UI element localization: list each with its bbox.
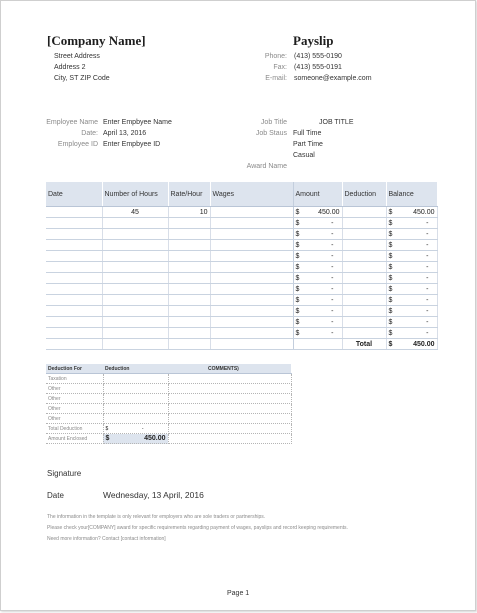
hours-cell[interactable] — [102, 273, 168, 284]
amount-cell[interactable] — [293, 284, 342, 295]
comment-cell[interactable] — [168, 394, 291, 404]
currency-symbol: $ — [295, 329, 300, 337]
email-label: E-mail: — [265, 75, 287, 82]
deduction-row — [46, 374, 291, 384]
deduction-for-label: Other — [46, 404, 103, 414]
hours-cell[interactable] — [102, 306, 168, 317]
balance-value: 450.00 — [413, 208, 435, 216]
balance-cell[interactable] — [386, 273, 437, 284]
table-row — [46, 295, 437, 306]
address-line-1: Street Address — [54, 53, 100, 60]
table-row — [46, 240, 437, 251]
date-cell[interactable] — [46, 218, 102, 229]
wages-cell[interactable] — [210, 218, 293, 229]
balance-cell[interactable] — [386, 284, 437, 295]
page-number: Page 1 — [227, 590, 250, 597]
footer-note-2: Please check your[COMPANY] award for specific requirements regarding payment of wages, payslips and record keeping requirements. — [47, 525, 348, 531]
currency-symbol: $ — [388, 219, 393, 227]
amount-enclosed-label: Amount Enclosed — [46, 434, 103, 444]
amount-cell[interactable] — [293, 218, 342, 229]
address-line-2: Address 2 — [54, 64, 86, 71]
total-deduction-row — [46, 424, 291, 434]
employee-name-field[interactable]: Enter Empbyee Name — [103, 119, 172, 126]
deduction-amount-cell[interactable] — [103, 414, 168, 424]
dash-value: - — [426, 307, 429, 315]
date-field[interactable]: April 13, 2016 — [103, 130, 147, 137]
rate-cell[interactable]: 10 — [168, 207, 210, 218]
total-amount-cell — [386, 339, 437, 350]
deduction-amount-cell[interactable] — [103, 374, 168, 384]
currency-symbol: $ — [388, 263, 393, 271]
col-balance-header: Balance — [386, 182, 437, 207]
footer-note-3: Need more information? Contact [contact information] — [47, 536, 166, 542]
table-row — [46, 251, 437, 262]
dash-value: - — [426, 274, 429, 282]
amount-cell[interactable] — [293, 306, 342, 317]
dash-value: - — [331, 274, 334, 282]
deduction-cell[interactable] — [342, 317, 386, 328]
date-cell[interactable] — [46, 306, 102, 317]
dash-value: - — [426, 219, 429, 227]
footer-note-1: The information in the template is only relevant for employers who are sole traders or partnerships. — [47, 514, 266, 520]
currency-symbol: $ — [388, 241, 393, 249]
wages-cell[interactable] — [210, 240, 293, 251]
amount-cell[interactable] — [293, 262, 342, 273]
date-cell[interactable] — [46, 229, 102, 240]
rate-cell[interactable] — [168, 328, 210, 339]
total-blank-cell — [46, 339, 102, 350]
dash-value: - — [426, 252, 429, 260]
currency-symbol: $ — [295, 274, 300, 282]
amount-cell[interactable] — [293, 273, 342, 284]
wages-cell[interactable] — [210, 207, 293, 218]
comment-cell[interactable] — [168, 424, 291, 434]
comment-cell[interactable] — [168, 384, 291, 394]
table-row — [46, 262, 437, 273]
dash-value: - — [426, 296, 429, 304]
comment-cell[interactable] — [168, 404, 291, 414]
deduction-cell[interactable] — [342, 295, 386, 306]
deduction-cell[interactable] — [342, 218, 386, 229]
table-row — [46, 284, 437, 295]
total-label: Total — [342, 339, 386, 350]
dash-value: - — [426, 285, 429, 293]
table-row — [46, 328, 437, 339]
address-line-3: City, ST ZIP Code — [54, 75, 110, 82]
dash-value: - — [426, 230, 429, 238]
deduction-cell[interactable] — [342, 284, 386, 295]
wages-cell[interactable] — [210, 251, 293, 262]
balance-cell[interactable] — [386, 240, 437, 251]
deduction-cell[interactable] — [342, 328, 386, 339]
deduction-cell[interactable] — [342, 229, 386, 240]
rate-cell[interactable] — [168, 262, 210, 273]
hours-cell[interactable] — [102, 251, 168, 262]
currency-symbol: $ — [295, 263, 300, 271]
wages-cell[interactable] — [210, 262, 293, 273]
email-value: someone@example.com — [294, 75, 372, 82]
currency-symbol: $ — [295, 208, 300, 216]
currency-symbol: $ — [388, 274, 393, 282]
deduction-amount-cell[interactable] — [103, 394, 168, 404]
date-cell[interactable] — [46, 317, 102, 328]
award-name-label: Award Name — [246, 163, 287, 170]
amount-cell[interactable] — [293, 251, 342, 262]
col-rate-header: Rate/Hour — [168, 182, 210, 207]
dash-value: - — [331, 263, 334, 271]
currency-symbol: $ — [388, 285, 393, 293]
dash-value: - — [331, 318, 334, 326]
balance-cell[interactable] — [386, 262, 437, 273]
hours-cell[interactable] — [102, 317, 168, 328]
dash-value: - — [426, 329, 429, 337]
dash-value: - — [331, 241, 334, 249]
wages-cell[interactable] — [210, 229, 293, 240]
amount-enclosed-cell — [103, 434, 168, 444]
signature-label: Signature — [47, 469, 82, 478]
dash-value: - — [331, 219, 334, 227]
earnings-table — [46, 182, 438, 350]
date-cell[interactable] — [46, 273, 102, 284]
deductions-header-row — [46, 364, 291, 374]
balance-cell[interactable] — [386, 317, 437, 328]
fax-value: (413) 555-0191 — [294, 64, 342, 71]
comment-cell[interactable] — [168, 374, 291, 384]
hours-cell[interactable] — [102, 284, 168, 295]
currency-symbol: $ — [388, 208, 393, 216]
amount-cell[interactable] — [293, 207, 342, 218]
amount-cell[interactable] — [293, 240, 342, 251]
comments-header: COMMENTS) — [168, 364, 291, 374]
table-row — [46, 207, 437, 218]
fax-label: Fax: — [273, 64, 287, 71]
employee-id-field[interactable]: Enter Empbyee ID — [103, 141, 161, 148]
balance-cell[interactable] — [386, 295, 437, 306]
total-blank-cell — [293, 339, 342, 350]
date-cell[interactable] — [46, 262, 102, 273]
currency-symbol: $ — [388, 252, 393, 260]
col-deduction-header: Deduction — [342, 182, 386, 207]
table-row — [46, 218, 437, 229]
wages-cell[interactable] — [210, 317, 293, 328]
currency-symbol: $ — [388, 230, 393, 238]
currency-symbol: $ — [388, 307, 393, 315]
amount-cell[interactable] — [293, 317, 342, 328]
amount-cell[interactable] — [293, 328, 342, 339]
earnings-header-row — [46, 182, 437, 207]
dash-value: - — [426, 241, 429, 249]
total-deduction-cell[interactable] — [103, 424, 168, 434]
date-cell[interactable] — [46, 295, 102, 306]
deduction-amount-cell[interactable] — [103, 384, 168, 394]
balance-cell[interactable] — [386, 229, 437, 240]
currency-symbol: $ — [295, 285, 300, 293]
currency-symbol: $ — [295, 241, 300, 249]
deduction-for-label: Taxation — [46, 374, 103, 384]
deduction-cell[interactable] — [342, 262, 386, 273]
currency-symbol: $ — [295, 230, 300, 238]
wages-cell[interactable] — [210, 306, 293, 317]
dash-value: - — [426, 318, 429, 326]
table-row — [46, 229, 437, 240]
deduction-row — [46, 384, 291, 394]
amount-enclosed-value: 450.00 — [144, 435, 166, 442]
date-cell[interactable] — [46, 240, 102, 251]
wages-cell[interactable] — [210, 328, 293, 339]
dash-value: - — [331, 307, 334, 315]
balance-cell[interactable] — [386, 251, 437, 262]
currency-symbol: $ — [105, 435, 110, 442]
dash-value: - — [426, 263, 429, 271]
deduction-cell[interactable] — [342, 240, 386, 251]
col-date-header: Date — [46, 182, 102, 207]
hours-cell[interactable] — [102, 229, 168, 240]
date-cell[interactable] — [46, 328, 102, 339]
total-deduction-value: - — [141, 425, 144, 432]
hours-cell[interactable] — [102, 240, 168, 251]
balance-cell[interactable] — [386, 306, 437, 317]
document-title: Payslip — [293, 33, 334, 48]
total-deduction-label: Total Deduction — [46, 424, 103, 434]
job-status-option-casual[interactable]: Casual — [293, 152, 315, 159]
deduction-cell[interactable] — [342, 207, 386, 218]
col-wages-header: Wages — [210, 182, 293, 207]
job-status-option-full-time[interactable]: Full Time — [293, 130, 322, 137]
comment-cell[interactable] — [168, 434, 291, 444]
rate-cell[interactable] — [168, 284, 210, 295]
company-name: [Company Name] — [47, 33, 146, 48]
deduction-for-label: Other — [46, 384, 103, 394]
balance-cell[interactable] — [386, 218, 437, 229]
table-row — [46, 317, 437, 328]
employee-name-label: Employee Name — [46, 119, 98, 126]
deductions-table — [46, 364, 292, 444]
dash-value: - — [331, 230, 334, 238]
balance-cell[interactable] — [386, 207, 437, 218]
hours-cell[interactable]: 45 — [102, 207, 168, 218]
table-row — [46, 273, 437, 284]
deduction-for-label: Other — [46, 394, 103, 404]
currency-symbol: $ — [295, 219, 300, 227]
dash-value: - — [331, 296, 334, 304]
currency-symbol: $ — [388, 318, 393, 326]
currency-symbol: $ — [388, 329, 393, 337]
job-status-label: Job Staus — [255, 130, 287, 137]
hours-cell[interactable] — [102, 262, 168, 273]
phone-label: Phone: — [264, 53, 287, 60]
deduction-cell[interactable] — [342, 306, 386, 317]
deduction-amount-cell[interactable] — [103, 404, 168, 414]
hours-cell[interactable] — [102, 295, 168, 306]
total-row — [46, 339, 437, 350]
currency-symbol: $ — [388, 340, 393, 348]
rate-cell[interactable] — [168, 273, 210, 284]
signature-date-label: Date — [47, 491, 64, 500]
comment-cell[interactable] — [168, 414, 291, 424]
hours-cell[interactable] — [102, 328, 168, 339]
balance-cell[interactable] — [386, 328, 437, 339]
currency-symbol: $ — [388, 296, 393, 304]
employee-id-label: Employee ID — [57, 141, 98, 148]
wages-cell[interactable] — [210, 273, 293, 284]
col-hours-header: Number of Hours — [102, 182, 168, 207]
amount-cell[interactable] — [293, 229, 342, 240]
deduction-row — [46, 394, 291, 404]
rate-cell[interactable] — [168, 229, 210, 240]
deduction-cell[interactable] — [342, 273, 386, 284]
signature-date-value[interactable]: Wednesday, 13 April, 2016 — [103, 490, 204, 500]
col-amount-header: Amount — [293, 182, 342, 207]
rate-cell[interactable] — [168, 306, 210, 317]
rate-cell[interactable] — [168, 251, 210, 262]
dash-value: - — [331, 285, 334, 293]
amount-cell[interactable] — [293, 295, 342, 306]
rate-cell[interactable] — [168, 218, 210, 229]
job-status-option-part-time[interactable]: Part Time — [293, 141, 323, 148]
hours-cell[interactable] — [102, 218, 168, 229]
job-title-label: Job Title — [260, 119, 287, 126]
currency-symbol: $ — [295, 252, 300, 260]
total-value: 450.00 — [413, 340, 435, 348]
currency-symbol: $ — [295, 296, 300, 304]
total-blank-cell — [210, 339, 293, 350]
currency-symbol: $ — [295, 318, 300, 326]
deduction-row — [46, 414, 291, 424]
date-cell[interactable] — [46, 284, 102, 295]
rate-cell[interactable] — [168, 295, 210, 306]
wages-cell[interactable] — [210, 295, 293, 306]
rate-cell[interactable] — [168, 240, 210, 251]
wages-cell[interactable] — [210, 284, 293, 295]
amount-enclosed-row — [46, 434, 291, 444]
dash-value: - — [331, 252, 334, 260]
total-blank-cell — [102, 339, 168, 350]
phone-value: (413) 555-0190 — [294, 53, 342, 60]
date-label: Date: — [81, 130, 98, 137]
amount-value: 450.00 — [318, 208, 340, 216]
deduction-for-label: Other — [46, 414, 103, 424]
currency-symbol: $ — [295, 307, 300, 315]
date-cell[interactable] — [46, 251, 102, 262]
currency-symbol: $ — [105, 425, 109, 432]
rate-cell[interactable] — [168, 317, 210, 328]
dash-value: - — [331, 329, 334, 337]
date-cell[interactable] — [46, 207, 102, 218]
deduction-for-header: Deduction For — [46, 364, 103, 374]
deduction-cell[interactable] — [342, 251, 386, 262]
deduction-header: Deduction — [103, 364, 168, 374]
job-title-field[interactable]: JOB TITLE — [319, 119, 354, 126]
total-blank-cell — [168, 339, 210, 350]
table-row — [46, 306, 437, 317]
deduction-row — [46, 404, 291, 414]
